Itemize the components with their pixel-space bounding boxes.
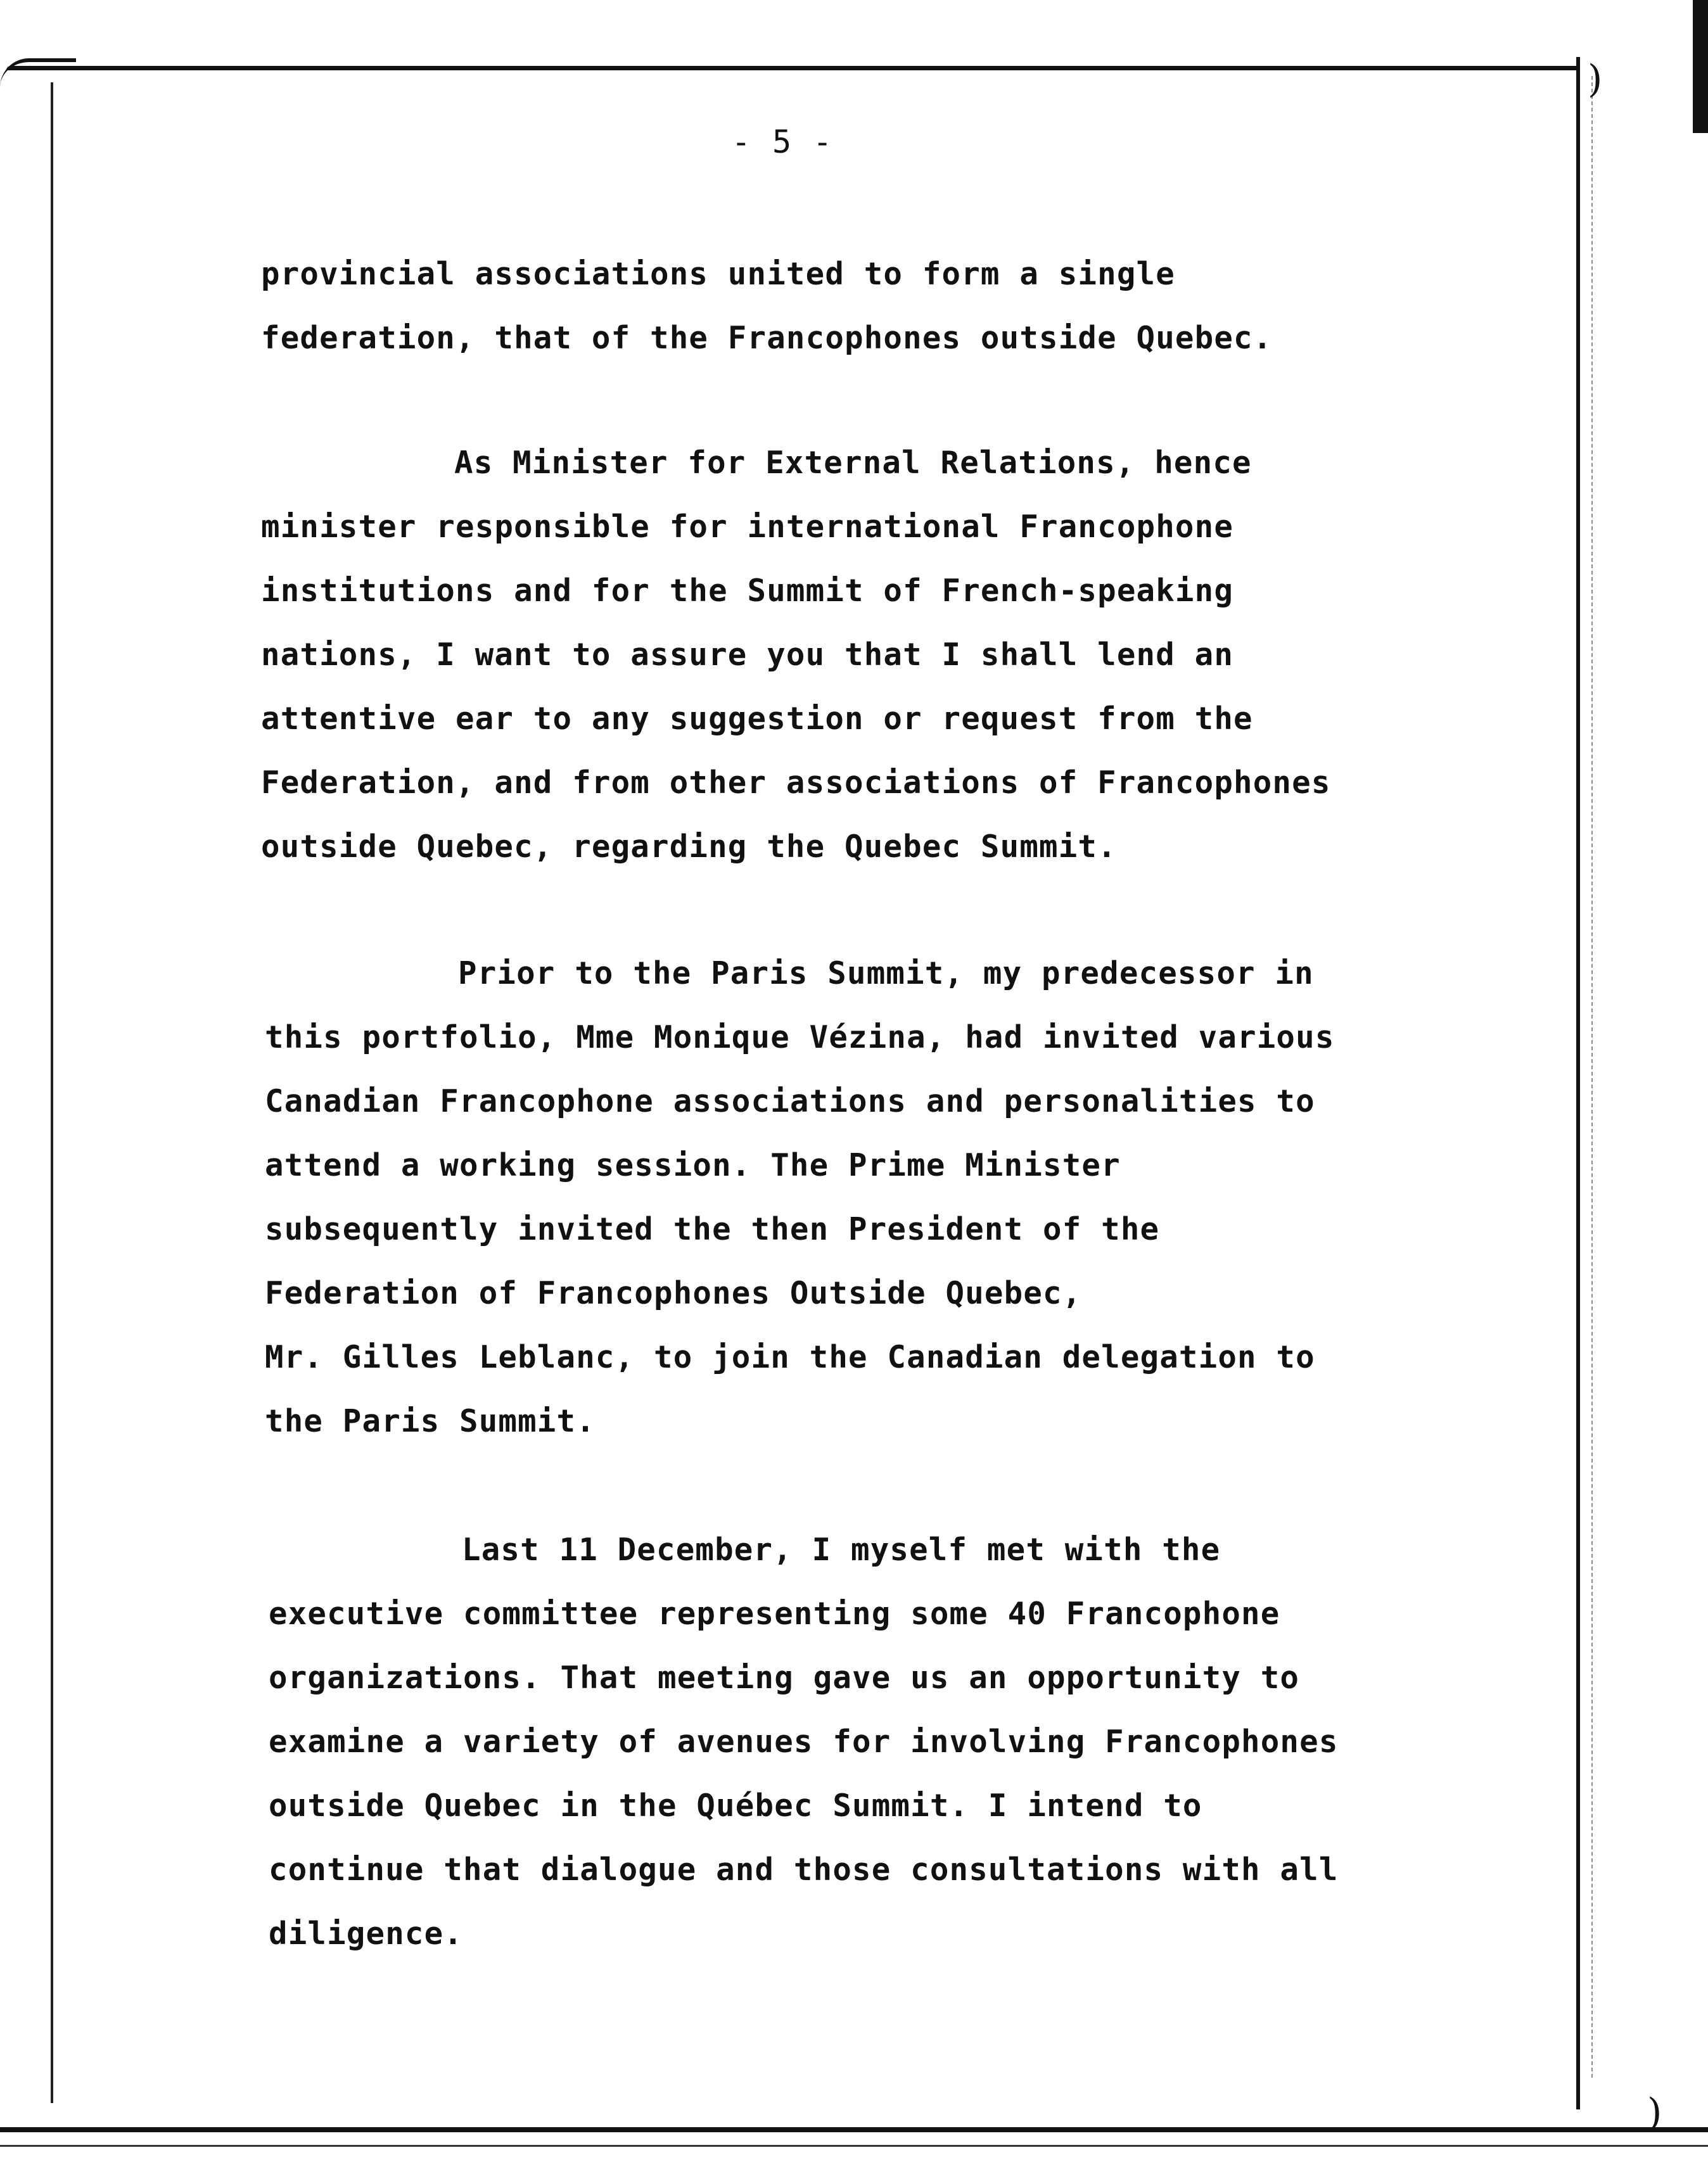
paragraph-line: federation, that of the Francophones outside Quebec.	[261, 320, 1273, 356]
paragraph-4	[269, 1518, 1339, 1966]
scan-mark-bottom: )	[1647, 2090, 1662, 2135]
paragraph-line: Canadian Francophone associations and personalities to	[265, 1083, 1315, 1119]
paragraph-line: provincial associations united to form a single	[261, 256, 1175, 292]
paragraph-line: outside Quebec in the Québec Summit. I intend to	[269, 1788, 1202, 1824]
paragraph-line: Last 11 December, I myself met with the	[462, 1532, 1221, 1568]
page-edge-bottom-shadow	[0, 2145, 1708, 2147]
page-edge-bottom	[0, 2127, 1708, 2132]
paragraph-line: Mr. Gilles Leblanc, to join the Canadian delegation to	[265, 1339, 1315, 1375]
paragraph-line: subsequently invited the then President of the	[265, 1211, 1160, 1247]
paragraph-line: examine a variety of avenues for involving Francophones	[269, 1724, 1339, 1760]
page-number: - 5 -	[731, 124, 834, 160]
paragraph-3	[265, 941, 1335, 1453]
paragraph-line: institutions and for the Summit of French-speaking	[261, 573, 1234, 609]
paragraph-line: diligence.	[269, 1916, 464, 1952]
paragraph-line: executive committee representing some 40 Francophone	[269, 1596, 1280, 1632]
page-edge-left	[51, 82, 53, 2103]
scan-border-dark	[1693, 0, 1708, 133]
paragraph-2	[261, 431, 1331, 879]
paragraph-line: attentive ear to any suggestion or request from the	[261, 701, 1253, 737]
paragraph-1	[261, 242, 1272, 370]
page-edge-top	[6, 66, 1577, 70]
paragraph-line: Federation, and from other associations of Francophones	[261, 765, 1331, 801]
paragraph-line: nations, I want to assure you that I shall lend an	[261, 637, 1234, 673]
paragraph-line: outside Quebec, regarding the Quebec Summit.	[261, 829, 1117, 865]
page-edge-curl	[0, 58, 76, 87]
page-edge-right	[1576, 57, 1580, 2109]
paragraph-line: minister responsible for international Francophone	[261, 509, 1234, 545]
paragraph-line: attend a working session. The Prime Minister	[265, 1147, 1121, 1183]
paragraph-line: continue that dialogue and those consultations with all	[269, 1852, 1339, 1888]
page-edge-right-shadow	[1591, 76, 1593, 2078]
scan-mark-top: )	[1588, 57, 1603, 101]
paragraph-line: organizations. That meeting gave us an opportunity to	[269, 1660, 1300, 1696]
paragraph-line: this portfolio, Mme Monique Vézina, had invited various	[265, 1019, 1335, 1055]
paragraph-line: Prior to the Paris Summit, my predecessor in	[458, 955, 1314, 991]
paragraph-line: As Minister for External Relations, hence	[454, 445, 1252, 481]
paragraph-line: the Paris Summit.	[265, 1403, 596, 1439]
paragraph-line: Federation of Francophones Outside Quebec,	[265, 1275, 1082, 1311]
